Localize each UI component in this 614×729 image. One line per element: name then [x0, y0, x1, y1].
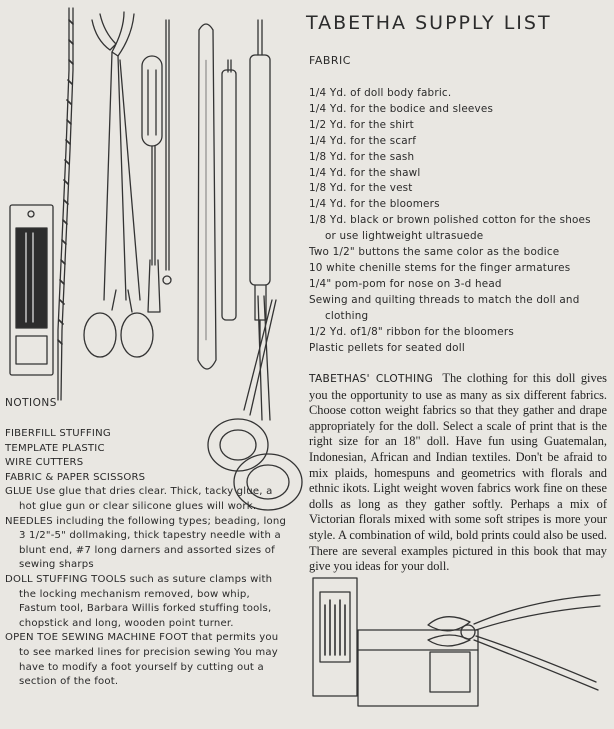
list-item: DOLL STUFFING TOOLS such as suture clamps with the locking mechanism removed, bow whip, Fastum tool, Barbara Willis forked stuffing tools, chopstick and long, wooden point turner. [5, 573, 273, 629]
stuffing-fork-icon [222, 60, 236, 320]
list-item: 1/2 Yd. of1/8" ribbon for the bloomers [309, 325, 514, 338]
list-item: Two 1/2" buttons the same color as the bodice [309, 246, 560, 259]
list-item: 10 white chenille stems for the finger armatures [309, 261, 571, 274]
list-item: GLUE Use glue that dries clear. Thick, tacky glue, a hot glue gun or clear silicone glues will work. [5, 486, 273, 512]
fabric-list [309, 86, 609, 356]
notions-heading: NOTIONS [5, 397, 57, 409]
list-item: 1/4 Yd. for the bloomers [309, 198, 440, 211]
wire-cutters-icon [428, 595, 600, 690]
twisted-stuffing-rod-icon [58, 8, 73, 400]
list-item: 1/4 Yd. for the bodice and sleeves [309, 102, 494, 115]
list-item: 1/4 Yd. for the scarf [309, 134, 417, 147]
clothing-text: The clothing for this doll gives you the opportunity to use as many as six different fabrics. Choose cotton weight fabrics so that they gather and drape appropriately for the doll. Select a scale of print that is the right size for an 18" doll. Have fun using Guatemalan, Indonesian, African and Indian textiles. Don't be afraid to mix plaids, homespuns and geometrics with florals and ethnic ikots. Light weight woven fabrics work fine on these dolls as long as they gather softly. Perhaps a mix of Victorian florals mixed with some soft stripes is more your style. A combination of wild, bold prints could also be used. There are several examples pictured in this book that may give you ideas for your doll. [309, 371, 607, 574]
list-item: OPEN TOE SEWING MACHINE FOOT that permits you to see marked lines for precision sewing You may have to modify a foot yourself by cutting out a section of the foot. [5, 632, 279, 688]
list-item: TEMPLATE PLASTIC [5, 442, 105, 454]
needle-pack-icon [313, 578, 478, 706]
list-item: FABRIC & PAPER SCISSORS [5, 471, 146, 483]
list-item: 1/8 Yd. for the sash [309, 150, 415, 163]
bow-whip-rod-icon [163, 20, 171, 284]
clothing-heading: TABETHAS' CLOTHING [309, 373, 434, 385]
needle-card-icon [10, 205, 53, 375]
fastum-tool-icon [142, 56, 162, 312]
list-item: NEEDLES including the following types; beading, long 3 1/2"-5" dollmaking, thick tapestry needle with a blunt end, #7 long darners and assorted sizes of sewing sharps [5, 515, 287, 571]
wood-point-turner-icon [198, 24, 216, 369]
list-item: clothing [325, 309, 369, 322]
list-item: or use lightweight ultrasuede [325, 230, 484, 243]
list-item: 1/8 Yd. black or brown polished cotton for the shoes [309, 214, 591, 227]
list-item: 1/4" pom-pom for nose on 3-d head [309, 277, 502, 290]
list-item: 1/2 Yd. for the shirt [309, 118, 414, 131]
clothing-paragraph [309, 371, 607, 575]
list-item: FIBERFILL STUFFING [5, 428, 111, 439]
fabric-heading: FABRIC [309, 54, 351, 67]
list-item: 1/4 Yd. for the shawl [309, 166, 421, 179]
notions-list [5, 427, 288, 690]
list-item: WIRE CUTTERS [5, 457, 84, 469]
list-item: 1/4 Yd. of doll body fabric. [309, 87, 452, 99]
long-stuffing-tool-icon [250, 20, 270, 345]
list-item: Plastic pellets for seated doll [309, 341, 465, 354]
list-item: Sewing and quilting threads to match the doll and [309, 293, 580, 306]
list-item: 1/8 Yd. for the vest [309, 182, 413, 195]
page-title: TABETHA SUPPLY LIST [306, 12, 552, 34]
